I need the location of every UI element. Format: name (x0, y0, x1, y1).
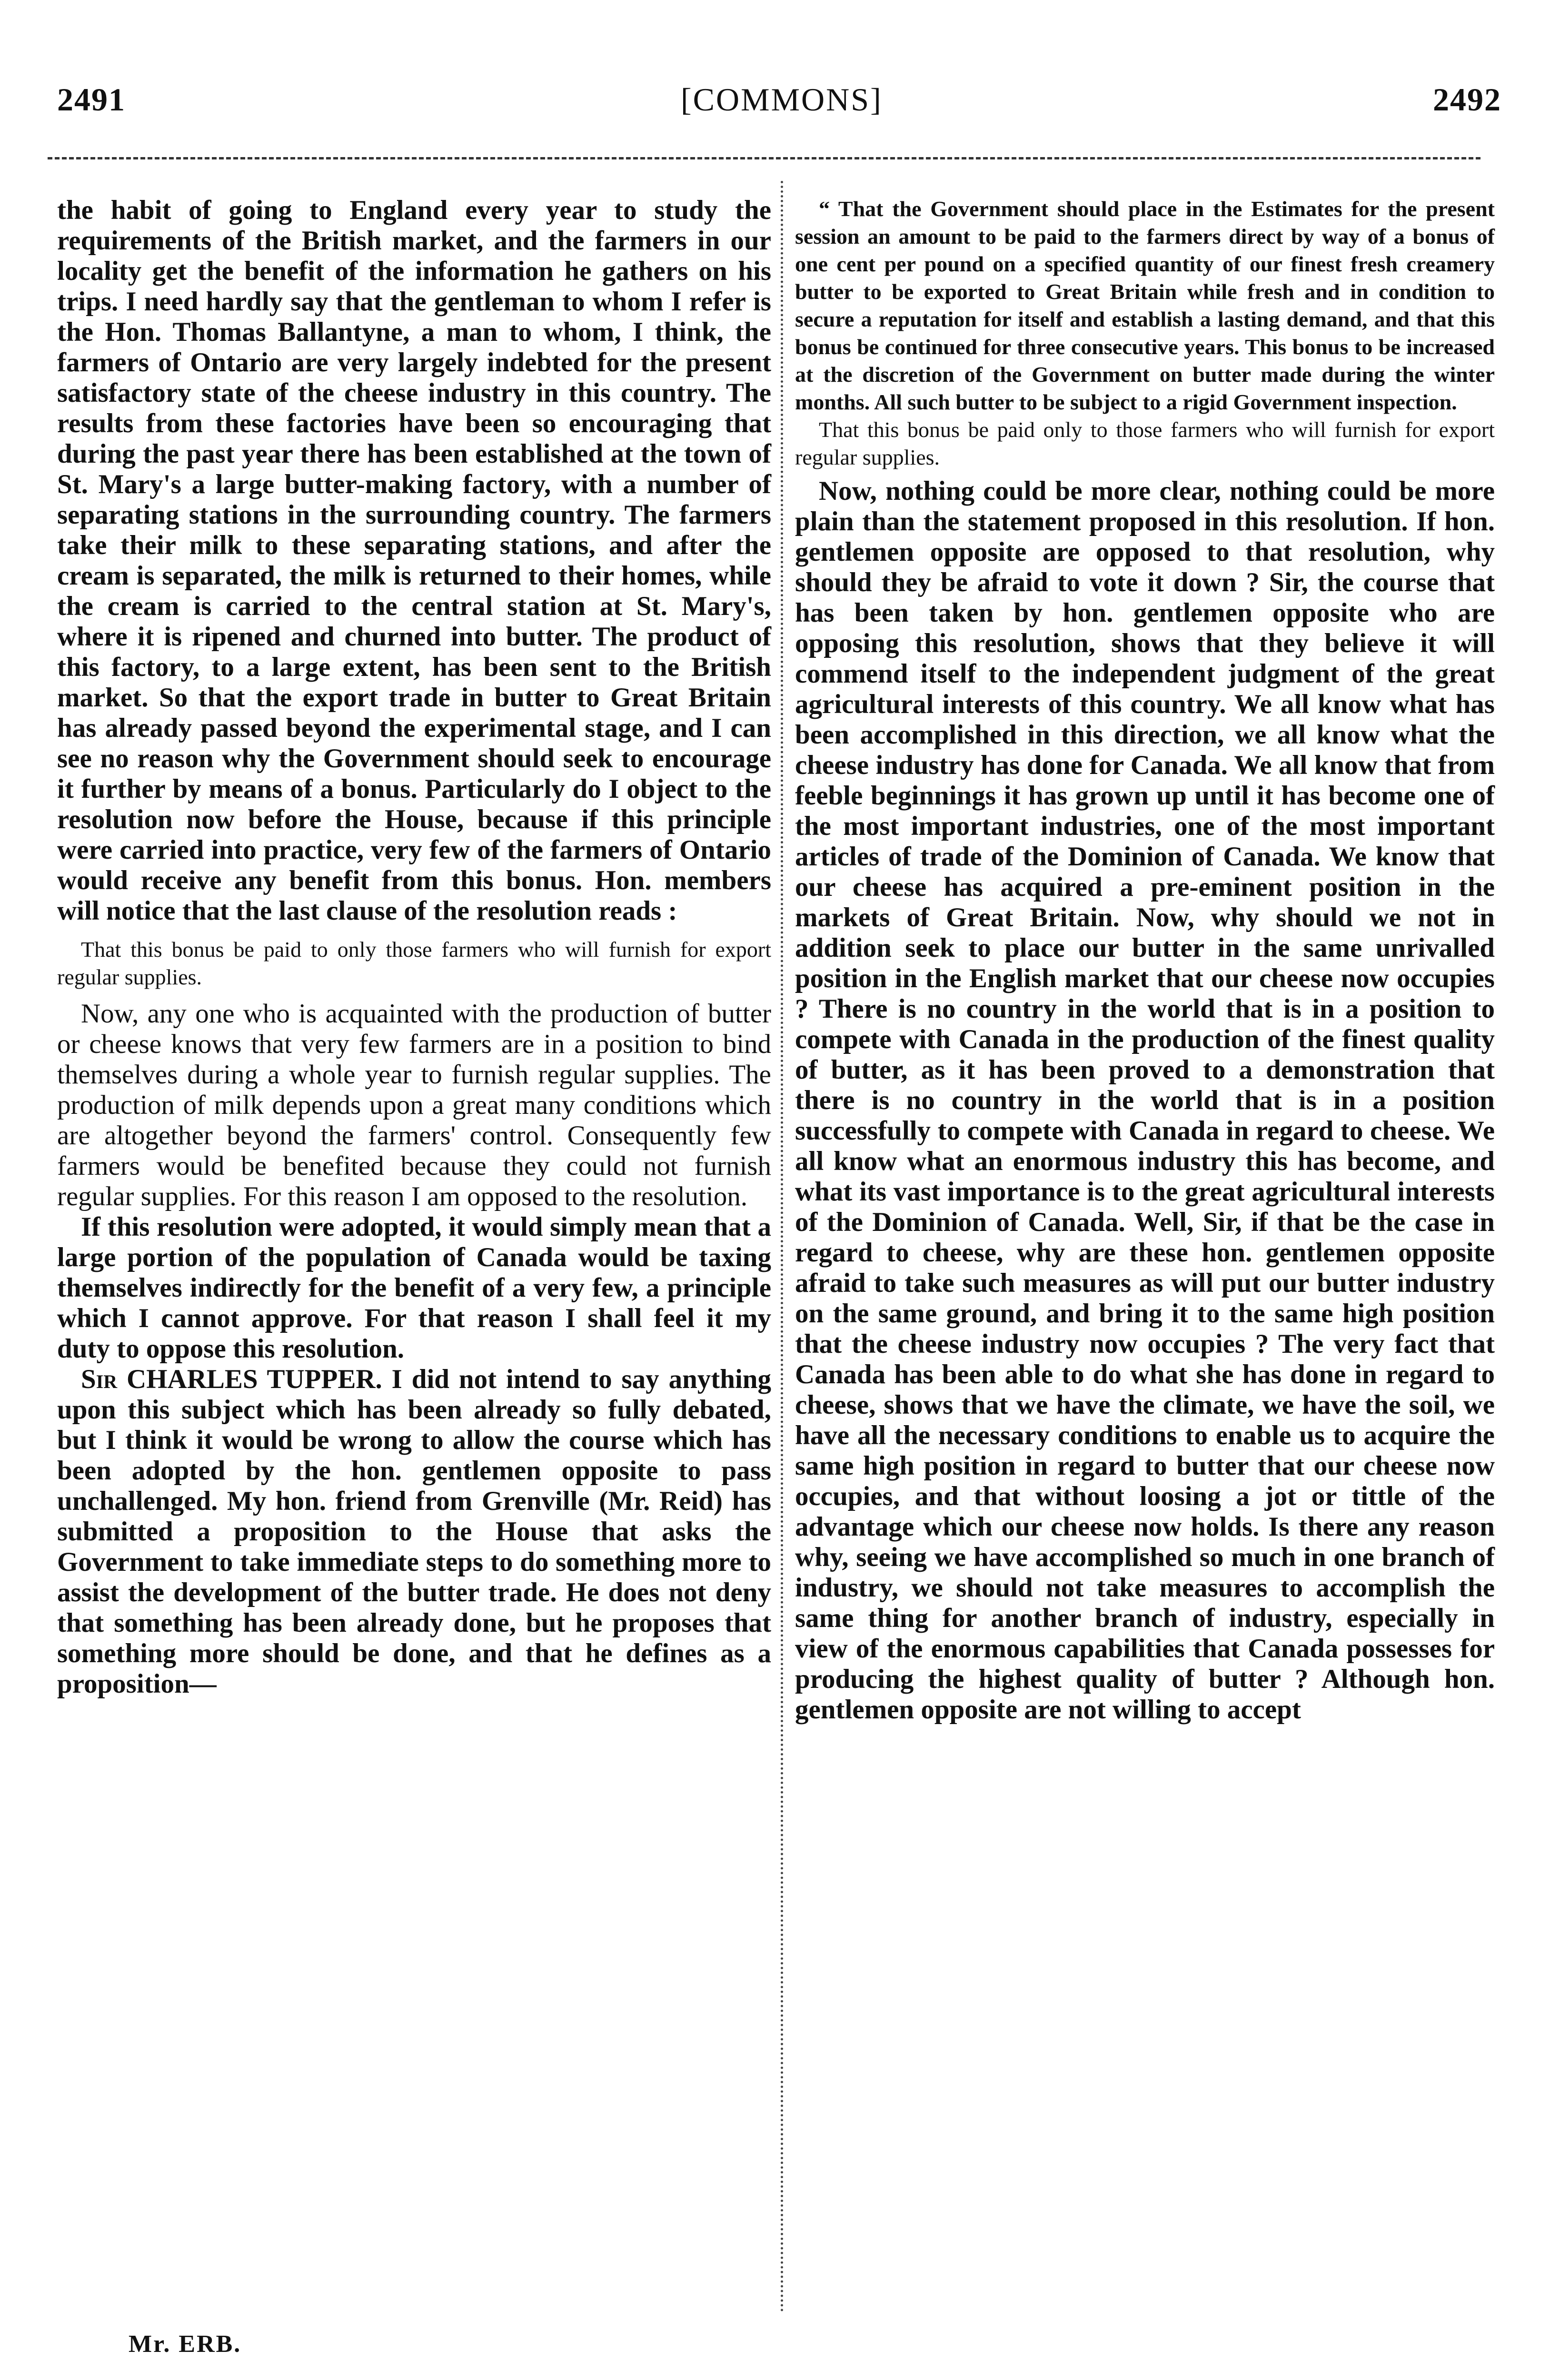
left-paragraph-4 (57, 1364, 771, 1699)
right-paragraph-1: Now, nothing could be more clear, nothing could be more plain than the statement proposed in this resolution. If hon. gentlemen opposite are opposed to that resolution, why should they be afraid to vote it down ? Sir, the course that has been taken by hon. gentlemen opposite who are opposing this resolution, shows that they believe it will commend itself to the independent judgment of the great agricultural interests of this country. We all know what has been accomplished in this direction, we all know what the cheese industry has done for Canada. We all know that from feeble beginnings it has grown up until it has become one of the most important industries, one of the most important articles of trade of the Dominion of Canada. We know that our cheese has acquired a pre-eminent position in the markets of Great Britain. Now, why should we not in addition seek to place our butter in the same unrivalled position in the English market that our cheese now occupies ? There is no country in the world that is in a position to compete with Canada in the production of the finest quality of butter, as it has been proved to a demonstration that there is no country in the world that is in a position successfully to compete with Canada in regard to cheese. We all know what an enormous industry this has become, and what its vast importance is to the great agricultural interests of the Dominion of Canada. Well, Sir, if that be the case in regard to cheese, why are these hon. gentlemen opposite afraid to take such measures as will put our butter industry on the same ground, and bring it to the same high position that the cheese industry now occupies ? The very fact that Canada has been able to do what she has done in regard to cheese, shows that we have the climate, we have the soil, we have all the necessary conditions to enable us to acquire the same high position in regard to butter that our cheese now occupies, and that without loosing a jot or tittle of the advantage which our cheese now holds. Is there any reason why, seeing we have accomplished so much in one branch of industry, we should not take measures to accomplish the same thing for another branch of industry, especially in view of the enormous capabilities that Canada possesses for producing the highest quality of butter ? Although hon. gentlemen opposite are not willing to accept (795, 476, 1495, 1725)
header-rule (48, 157, 1480, 159)
speaker-name: Sir CHARLES TUPPER. (81, 1364, 382, 1394)
left-paragraph-3: If this resolution were adopted, it would simply mean that a large portion of the population of Canada would be taxing themselves indirectly for the benefit of a very few, a principle which I cannot approve. For that reason I shall feel it my duty to oppose this resolution. (57, 1212, 771, 1364)
right-page-number: 2492 (1433, 81, 1501, 118)
left-quoted-clause: That this bonus be paid to only those farmers who will furnish for export regular supplies. (57, 937, 771, 989)
speech-text: I did not intend to say anything upon this subject which has been already so fully debated, but I think it would be wrong to allow the course which has been adopted by the hon. gentlemen opposite to pass unchallenged. My hon. friend from Grenville (Mr. Reid) has submitted a proposition to the House that asks the Government to take immediate steps to do something more to assist the development of the butter trade. He does not deny that something has been already done, but he proposes that something more should be done, and that he defines as a proposition— (57, 1364, 771, 1699)
left-paragraph-1: the habit of going to England every year to study the requirements of the British market, and the farmers in our locality get the benefit of the information he gathers on his trips. I need hardly say that the gentleman to whom I refer is the Hon. Thomas Ballantyne, a man to whom, I think, the farmers of Ontario are very largely indebted for the present satisfactory state of the cheese industry in this country. The results from these factories have been so encouraging that during the past year there has been established at the town of St. Mary's a large butter-making factory, with a number of separating stations in the surrounding country. The farmers take their milk to these separating stations, and after the cream is separated, the milk is returned to their homes, while the cream is carried to the central station at St. Mary's, where it is ripened and churned into butter. The product of this factory, to a large extent, has been sent to the British market. So that the export trade in butter to Great Britain has already passed beyond the experimental stage, and I can see no reason why the Government should seek to encourage it further by means of a bonus. Particularly do I object to the resolution now before the House, because if this principle were carried into practice, very few of the farmers of Ontario would receive any benefit from this bonus. Hon. members will notice that the last clause of the resolution reads : (57, 195, 771, 926)
left-column (57, 195, 771, 1699)
right-column (795, 195, 1495, 1725)
right-quoted-resolution: “ That the Government should place in the Estimates for the present session an amount to be paid to the farmers direct by way of a bonus of one cent per pound on a specified quantity of our finest fresh creamery butter to be exported to Great Britain while fresh and in condition to secure a reputation for itself and establish a lasting demand, and that this bonus be continued for three consecutive years. This bonus to be increased at the discretion of the Government on butter made during the winter months. All such butter to be subject to a rigid Government inspection. (795, 197, 1495, 414)
footer-speaker-reference: Mr. ERB. (129, 2330, 242, 2358)
left-page-number: 2491 (57, 81, 126, 118)
left-paragraph-2: Now, any one who is acquainted with the production of butter or cheese knows that very few farmers are in a position to bind themselves during a whole year to furnish regular supplies. The production of milk depends upon a great many conditions which are altogether beyond the farmers' control. Consequently few farmers would be benefited because they could not furnish regular supplies. For this reason I am opposed to the resolution. (57, 999, 771, 1211)
page-header (0, 81, 1550, 148)
right-quoted-clause: That this bonus be paid only to those farmers who will furnish for export regular supplies. (795, 417, 1495, 469)
chamber-title: [COMMONS] (681, 81, 883, 118)
column-divider (781, 181, 783, 2313)
